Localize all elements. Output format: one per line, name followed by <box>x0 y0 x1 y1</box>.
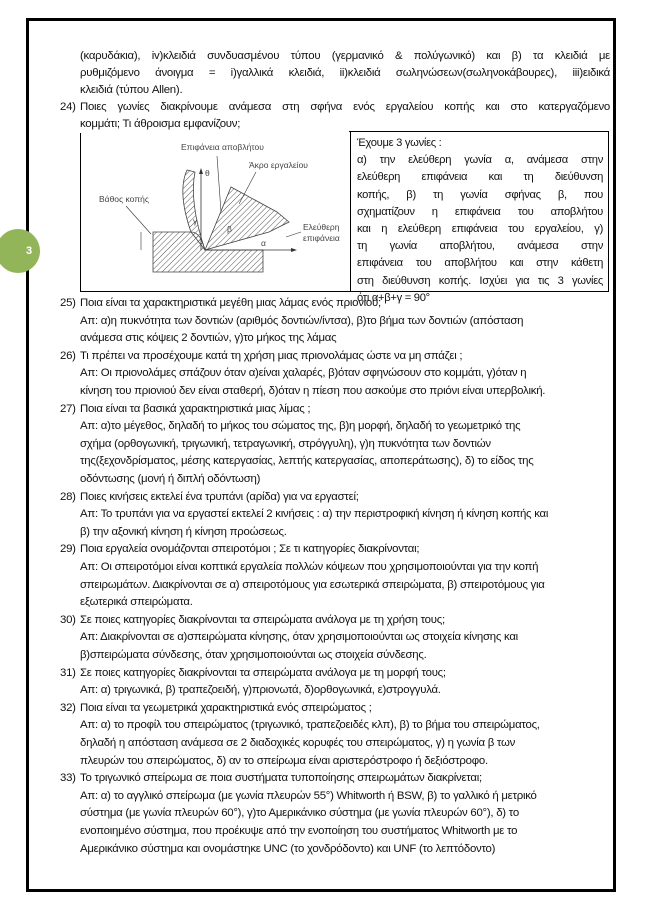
answer-line: Απ: α) το αγγλικό σπείρωμα (με γωνία πλευρών 55°) Whitworth ή BSW, β) το γαλλικό ή μετρικό <box>80 789 537 802</box>
answer-line: Αμερικάνικο σύστημα και ονομάστηκε UNC (το χονδρόδοντο) και UNF (το λεπτόδοντο) <box>80 842 496 855</box>
question-text: Σε ποιες κατηγορίες διακρίνονται τα σπειρώματα ανάλογα με τη μορφή τους; <box>80 666 446 679</box>
question-text: Ποια είναι τα χαρακτηριστικά μεγέθη μιας λάμας ενός πριονιού; <box>80 297 381 309</box>
answer-line: σπειρωμάτων. Διακρίνονται σε α) σπειροτόμους για εσωτερικά σπειρώματα, β) σπειροτόμους για <box>80 578 545 591</box>
answer-line: Έχουμε 3 γωνίες : <box>357 137 442 149</box>
answer-line: οδόντωσης (μονή ή διπλή οδόντωση) <box>80 473 261 485</box>
question-number: 30) <box>60 613 76 626</box>
answer-line: Απ: α) το προφίλ του σπειρώματος (τριγωνικό, τραπεζοειδές κλπ), β) το βήμα του σπειρώματος, <box>80 719 540 732</box>
question-number: 24) <box>60 101 76 113</box>
intro-line: ρυθμιζόμενο άνοιγμα = i)γαλλικά κλειδιά, ii)κλειδιά σωληνώσεων(σωληνοκάβουρες), iii)ειδικά <box>80 67 610 79</box>
answer-line: β)σπειρώματα σύνδεσης, όταν χρησιμοποιούνται ως στοιχεία σύνδεσης. <box>80 649 427 661</box>
cutting-tool-figure <box>81 132 349 291</box>
question-number: 28) <box>60 490 76 503</box>
question-text: Τι πρέπει να προσέχουμε κατά τη χρήση μιας πριονολάμας ώστε να μη σπάζει ; <box>80 349 463 362</box>
answer-line: της(ξεχονδρίσματος, μέσης κατεργασίας, λεπτής κατεργασίας, αποπεράτωσης), δ) το είδος της <box>80 455 534 468</box>
answer-line: ότι α+β+γ = 90° <box>357 291 430 304</box>
answer-line: ελεύθερη επιφάνεια και τη διεύθυνση <box>357 171 603 184</box>
label-alpha: α <box>261 238 266 248</box>
question-text: κομμάτι; Τι άθροισμα εμφανίζουν; <box>80 118 241 130</box>
question-number: 26) <box>60 349 76 362</box>
answer-line: κοπής, β) τη γωνία σφήνας β, που <box>357 188 603 201</box>
table-divider <box>350 132 351 291</box>
question-number: 25) <box>60 297 76 309</box>
cutting-tool-diagram <box>81 132 349 291</box>
question-number: 29) <box>60 543 76 556</box>
question-text: Ποιες γωνίες διακρίνουμε ανάμεσα στη σφήνα ενός εργαλείου κοπής και στο κατεργαζόμενο <box>80 101 610 113</box>
answer-line: και η ελεύθερη επιφάνεια του εργαλείου, γ) <box>357 223 603 236</box>
answer-line: πλευρών του σπειρώματος, δ) αν το σπείρωμα είναι αριστερόστροφο ή δεξιόστροφο. <box>80 754 488 767</box>
question-number: 31) <box>60 666 76 679</box>
answer-line: δηλαδή η απόσταση ανάμεσα σε 2 διαδοχικές κορυφές του σπειρώματος, γ) η γωνία β των <box>80 737 516 749</box>
question-number: 27) <box>60 402 76 415</box>
answer-line: Απ: Οι πριονολάμες σπάζουν όταν α)είναι χαλαρές, β)όταν σφηνώσουν στο κομμάτι, γ)όταν η <box>80 367 527 380</box>
answer-line: Απ: Διακρίνονται σε α)σπειρώματα κίνησης, όταν χρησιμοποιούνται ως στοιχεία κίνησης και <box>80 631 518 644</box>
answer-line: επιφάνεια του αποβλήτου και στην κάθετη <box>357 257 603 270</box>
answer-line: β) την αξονική κίνηση ή κίνηση προώσεως. <box>80 525 287 538</box>
label-depth: Βάθος κοπής <box>99 194 149 204</box>
answer-line: Απ: α)η πυκνότητα των δοντιών (αριθμός δοντιών/ίντσα), β)το βήμα των δοντιών (απόσταση <box>80 314 524 327</box>
answer-line: ανάμεσα στις κόψεις 2 δοντιών, γ)το μήκος της λάμας <box>80 332 337 345</box>
page-number: 3 <box>26 245 33 257</box>
answer-line: κίνηση του πριονιού δεν είναι σταθερή, δ)όταν η πίεση που ασκούμε στο πριόνι είναι υπερβολική. <box>80 385 546 397</box>
answer-line: σχήμα (ορθογωνική, τριγωνική, τετραγωνική, στρόγγυλη), γ)η πυκνότητα των δοντιών <box>80 437 491 450</box>
label-beta: β <box>227 224 232 234</box>
question-text: Ποια είναι τα βασικά χαρακτηριστικά μιας λίμας ; <box>80 402 311 415</box>
question-number: 32) <box>60 701 76 714</box>
q24-answer-cell <box>357 135 603 307</box>
answer-line: σύστημα (με γωνία πλευρών 60°), γ)το Αμερικάνικο σύστημα (με γωνία πλευρών 60°), δ) το <box>80 807 519 820</box>
answer-line: τη γωνία αποβλήτου, ανάμεσα στην <box>357 240 603 253</box>
question-text: Ποια είναι τα γεωμετρικά χαρακτηριστικά ενός σπειρώματος ; <box>80 701 372 714</box>
label-free-surface-1: Ελεύθερη <box>303 222 340 232</box>
intro-line: (καρυδάκια), iv)κλειδιά συνδυασμένου τύπου (γερμανικό & πολύγωνικό) και β) τα κλειδιά με <box>80 50 610 62</box>
label-gamma: γ <box>193 216 198 226</box>
answer-line: στη διεύθυνση κοπής. Ισχύει για τις 3 γωνίες <box>357 274 603 287</box>
tool <box>205 187 289 250</box>
answer-line: α) την ελεύθερη γωνία α, ανάμεσα στην <box>357 154 603 167</box>
question-number: 33) <box>60 772 76 785</box>
question-text: Σε ποιες κατηγορίες διακρίνονται τα σπειρώματα ανάλογα με τη χρήση τους; <box>80 613 445 626</box>
answer-line: σχηματίζουν η επιφάνεια του αποβλήτου <box>357 205 603 218</box>
label-tool-tip: Άκρο εργαλείου <box>249 160 308 170</box>
answer-line: Απ: Οι σπειροτόμοι είναι κοπτικά εργαλεία πολλών κόψεων που χρησιμοποιούνται για την κοπή <box>80 561 539 573</box>
label-theta: θ <box>205 168 210 178</box>
answer-line: ενοποιημένο σύστημα, που προέκυψε από την ενοποίηση του συστήματος Whitworth με το <box>80 825 518 837</box>
label-free-surface-2: επιφάνεια <box>303 233 340 243</box>
answer-line: Απ: Το τρυπάνι για να εργαστεί εκτελεί 2 κινήσεις : α) την περιστροφική κίνηση ή κίνηση κοπής και <box>80 508 549 521</box>
answer-line: εξωτερικά σπειρώματα. <box>80 596 193 609</box>
label-chip-surface: Επιφάνεια αποβλήτου <box>181 142 264 152</box>
answer-line: Απ: α) τριγωνικά, β) τραπεζοειδή, γ)πριονωτά, δ)ορθογωνικά, ε)στρογγυλά. <box>80 684 441 697</box>
answer-line: Απ: α)το μέγεθος, δηλαδή το μήκος του σώματος της, β)η μορφή, δηλαδή το γεωμετρικό της <box>80 420 521 433</box>
intro-line: κλειδιά (τύπου Allen). <box>80 84 183 96</box>
question-text: Ποια εργαλεία ονομάζονται σπειροτόμοι ; Σε τι κατηγορίες διακρίνονται; <box>80 543 420 556</box>
question-text: Ποιες κινήσεις εκτελεί ένα τρυπάνι (αρίδα) για να εργαστεί; <box>80 490 359 503</box>
question-text: Το τριγωνικό σπείρωμα σε ποια συστήματα τυποποίησης σπειρωμάτων διακρίνεται; <box>80 772 482 785</box>
